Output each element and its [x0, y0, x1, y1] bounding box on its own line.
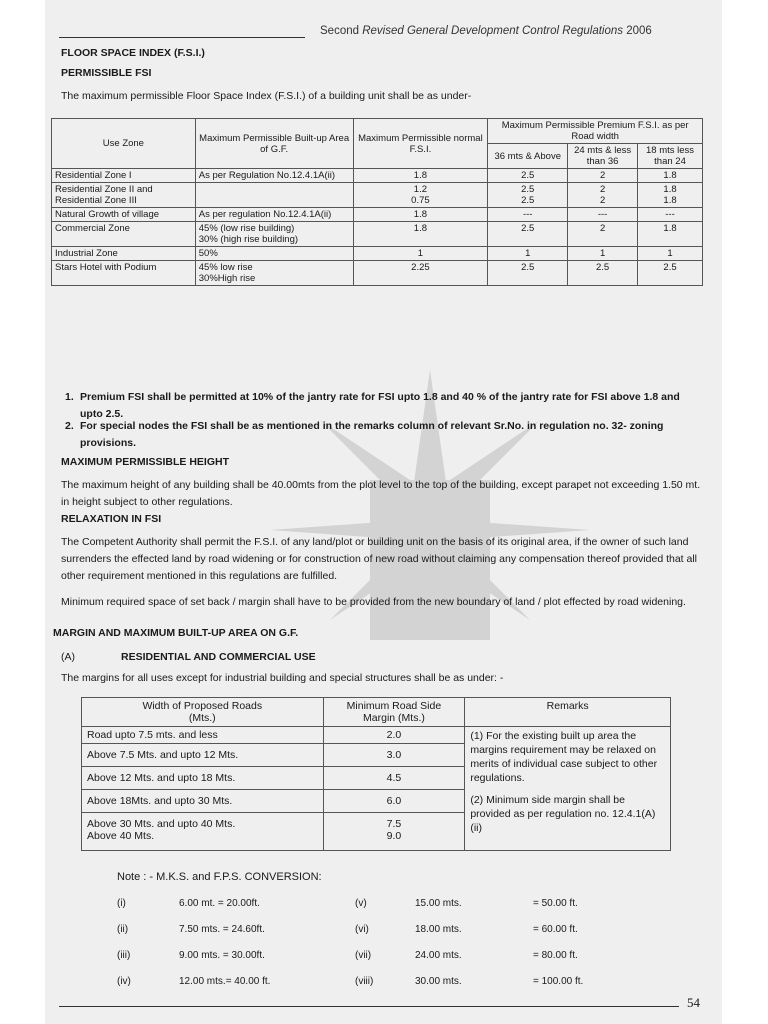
cell-w2: 2 — [568, 222, 638, 247]
cell-builtup: 45% (low rise building) 30% (high rise building) — [195, 222, 353, 247]
col-header-remarks: Remarks — [465, 698, 671, 727]
cell-fsi: 2.25 — [353, 261, 488, 286]
height-text: The maximum height of any building shall be 40.00mts from the plot level to the top of the building, except parapet not exceeding 1.50 mt. in height subject to other regulations. — [61, 479, 701, 508]
cell-fsi: 1.8 — [353, 208, 488, 222]
relaxation-paragraph-1: The Competent Authority shall permit the F.S.I. of any land/plot or building unit on the basis of its original area, if the owner of such land surrenders the effected land by road widening or for construction of new road without claiming any compensation thereof provided that all other requirement mentioned in this regulations are fulfilled. — [61, 536, 698, 582]
cell-w3: 2.5 — [638, 261, 703, 286]
conversion-left-item — [117, 976, 131, 987]
conversion-left-value: 12.00 mts.= 40.00 ft. — [179, 976, 271, 987]
cell-w1: 1 — [488, 247, 568, 261]
cell-w2: --- — [568, 208, 638, 222]
margin-sub-title: RESIDENTIAL AND COMMERCIAL USE — [121, 651, 316, 663]
cell-w3: --- — [638, 208, 703, 222]
cell-fsi: 1.8 — [353, 169, 488, 183]
fsi-table — [51, 118, 703, 286]
conversion-right-ft: = 80.00 ft. — [533, 950, 578, 961]
cell-w2: 1 — [568, 247, 638, 261]
conversion-right-ft: = 50.00 ft. — [533, 898, 578, 909]
cell-margin: 4.5 — [323, 767, 465, 790]
note-number: 2. — [65, 420, 74, 432]
conversion-title: Note : - M.K.S. and F.P.S. CONVERSION: — [117, 871, 322, 883]
cell-w3: 1 — [638, 247, 703, 261]
cell-fsi: 1.8 — [353, 222, 488, 247]
cell-road-width: Above 18Mts. and upto 30 Mts. — [82, 790, 324, 813]
footer-rule — [59, 1006, 679, 1007]
header-rule — [59, 37, 305, 38]
cell-w1: 2.5 — [488, 169, 568, 183]
cell-road-width: Road upto 7.5 mts. and less — [82, 727, 324, 744]
cell-zone: Residential Zone II and Residential Zone III — [52, 183, 196, 208]
note-text: For special nodes the FSI shall be as mentioned in the remarks column of relevant Sr.No. in regulation no. 32- zoning provisions. — [80, 420, 664, 449]
cell-builtup: As per Regulation No.12.4.1A(ii) — [195, 169, 353, 183]
running-header: Second Revised General Development Control Regulations 2006 — [320, 25, 652, 37]
cell-margin: 6.0 — [323, 790, 465, 813]
remark-2: (2) Minimum side margin shall be provided as per regulation no. 12.4.1(A) (ii) — [470, 794, 656, 834]
relaxation-paragraph-2: Minimum required space of set back / margin shall have to be provided from the new boundary of land / plot effected by road widening. — [61, 596, 686, 608]
cell-builtup: 50% — [195, 247, 353, 261]
table-row — [52, 183, 703, 208]
col-header-36m: 36 mts & Above — [488, 144, 568, 169]
margin-title: MARGIN AND MAXIMUM BUILT-UP AREA ON G.F. — [53, 627, 299, 639]
cell-w1: 2.5 2.5 — [488, 183, 568, 208]
cell-road-width: Above 30 Mts. and upto 40 Mts. Above 40 Mts. — [82, 813, 324, 851]
conversion-right-mts: 15.00 mts. — [415, 898, 462, 909]
cell-w3: 1.8 — [638, 169, 703, 183]
cell-zone: Industrial Zone — [52, 247, 196, 261]
conversion-right-ft: = 60.00 ft. — [533, 924, 578, 935]
cell-fsi: 1.2 0.75 — [353, 183, 488, 208]
cell-w1: --- — [488, 208, 568, 222]
col-header-road-width: Width of Proposed Roads (Mts.) — [82, 698, 324, 727]
table-row — [52, 247, 703, 261]
cell-fsi: 1 — [353, 247, 488, 261]
fsi-intro: The maximum permissible Floor Space Index (F.S.I.) of a building unit shall be as under- — [61, 90, 472, 102]
remarks-cell — [465, 727, 671, 851]
table-row — [82, 727, 671, 744]
conversion-right-mts: 30.00 mts. — [415, 976, 462, 987]
conversion-right-item: (vi) — [355, 924, 369, 935]
cell-margin: 2.0 — [323, 727, 465, 744]
item-number: (iv) — [117, 976, 131, 987]
cell-builtup: 45% low rise 30%High rise — [195, 261, 353, 286]
item-number: (i) — [117, 898, 126, 909]
margin-intro: The margins for all uses except for industrial building and special structures shall be as under: - — [61, 672, 504, 684]
cell-zone: Commercial Zone — [52, 222, 196, 247]
cell-builtup: As per regulation No.12.4.1A(ii) — [195, 208, 353, 222]
table-row — [52, 261, 703, 286]
page-number: 54 — [687, 995, 700, 1010]
cell-builtup — [195, 183, 353, 208]
conversion-left-value: 6.00 mt. = 20.00ft. — [179, 898, 260, 909]
cell-w3: 1.8 — [638, 222, 703, 247]
cell-margin: 7.5 9.0 — [323, 813, 465, 851]
col-header-use-zone: Use Zone — [52, 119, 196, 169]
conversion-right-ft: = 100.00 ft. — [533, 976, 584, 987]
cell-w3: 1.8 1.8 — [638, 183, 703, 208]
margin-sub-label: (A) — [61, 651, 75, 663]
cell-zone: Residential Zone I — [52, 169, 196, 183]
cell-w2: 2.5 — [568, 261, 638, 286]
document-page — [45, 0, 722, 1024]
conversion-left-item — [117, 924, 128, 935]
cell-zone: Stars Hotel with Podium — [52, 261, 196, 286]
table-row — [52, 222, 703, 247]
conversion-left-item — [117, 898, 126, 909]
cell-margin: 3.0 — [323, 744, 465, 767]
conversion-right-item: (vii) — [355, 950, 372, 961]
table-row — [52, 169, 703, 183]
cell-road-width: Above 12 Mts. and upto 18 Mts. — [82, 767, 324, 790]
conversion-left-item — [117, 950, 130, 961]
note-number: 1. — [65, 391, 74, 403]
col-header-18m: 18 mts less than 24 — [638, 144, 703, 169]
note-2 — [65, 418, 701, 452]
height-title: MAXIMUM PERMISSIBLE HEIGHT — [61, 456, 230, 468]
col-header-builtup: Maximum Permissible Built-up Area of G.F. — [195, 119, 353, 169]
item-number: (ii) — [117, 924, 129, 935]
cell-road-width: Above 7.5 Mts. and upto 12 Mts. — [82, 744, 324, 767]
conversion-left-value: 9.00 mts. = 30.00ft. — [179, 950, 265, 961]
conversion-right-item: (v) — [355, 898, 367, 909]
permissible-fsi-title: PERMISSIBLE FSI — [61, 67, 152, 79]
col-header-min-margin: Minimum Road Side Margin (Mts.) — [323, 698, 465, 727]
conversion-right-item: (viii) — [355, 976, 374, 987]
item-number: (iii) — [117, 950, 131, 961]
col-header-24m: 24 mts & less than 36 — [568, 144, 638, 169]
margin-table — [81, 697, 671, 851]
fsi-section-title: FLOOR SPACE INDEX (F.S.I.) — [61, 47, 205, 59]
cell-w1: 2.5 — [488, 222, 568, 247]
cell-w2: 2 2 — [568, 183, 638, 208]
conversion-right-mts: 18.00 mts. — [415, 924, 462, 935]
cell-w1: 2.5 — [488, 261, 568, 286]
conversion-right-mts: 24.00 mts. — [415, 950, 462, 961]
col-header-normal-fsi: Maximum Permissible normal F.S.I. — [353, 119, 488, 169]
col-header-premium: Maximum Permissible Premium F.S.I. as per Road width — [488, 119, 703, 144]
conversion-left-value: 7.50 mts. = 24.60ft. — [179, 924, 265, 935]
cell-zone: Natural Growth of village — [52, 208, 196, 222]
remark-1: (1) For the existing built up area the margins requirement may be relaxed on merits of individual case subject to other regulations. — [470, 730, 658, 784]
note-text: Premium FSI shall be permitted at 10% of the jantry rate for FSI upto 1.8 and 40 % of the jantry rate for FSI above 1.8 and upto 2.5. — [80, 391, 680, 420]
cell-w2: 2 — [568, 169, 638, 183]
relaxation-title: RELAXATION IN FSI — [61, 513, 162, 525]
table-row — [52, 208, 703, 222]
